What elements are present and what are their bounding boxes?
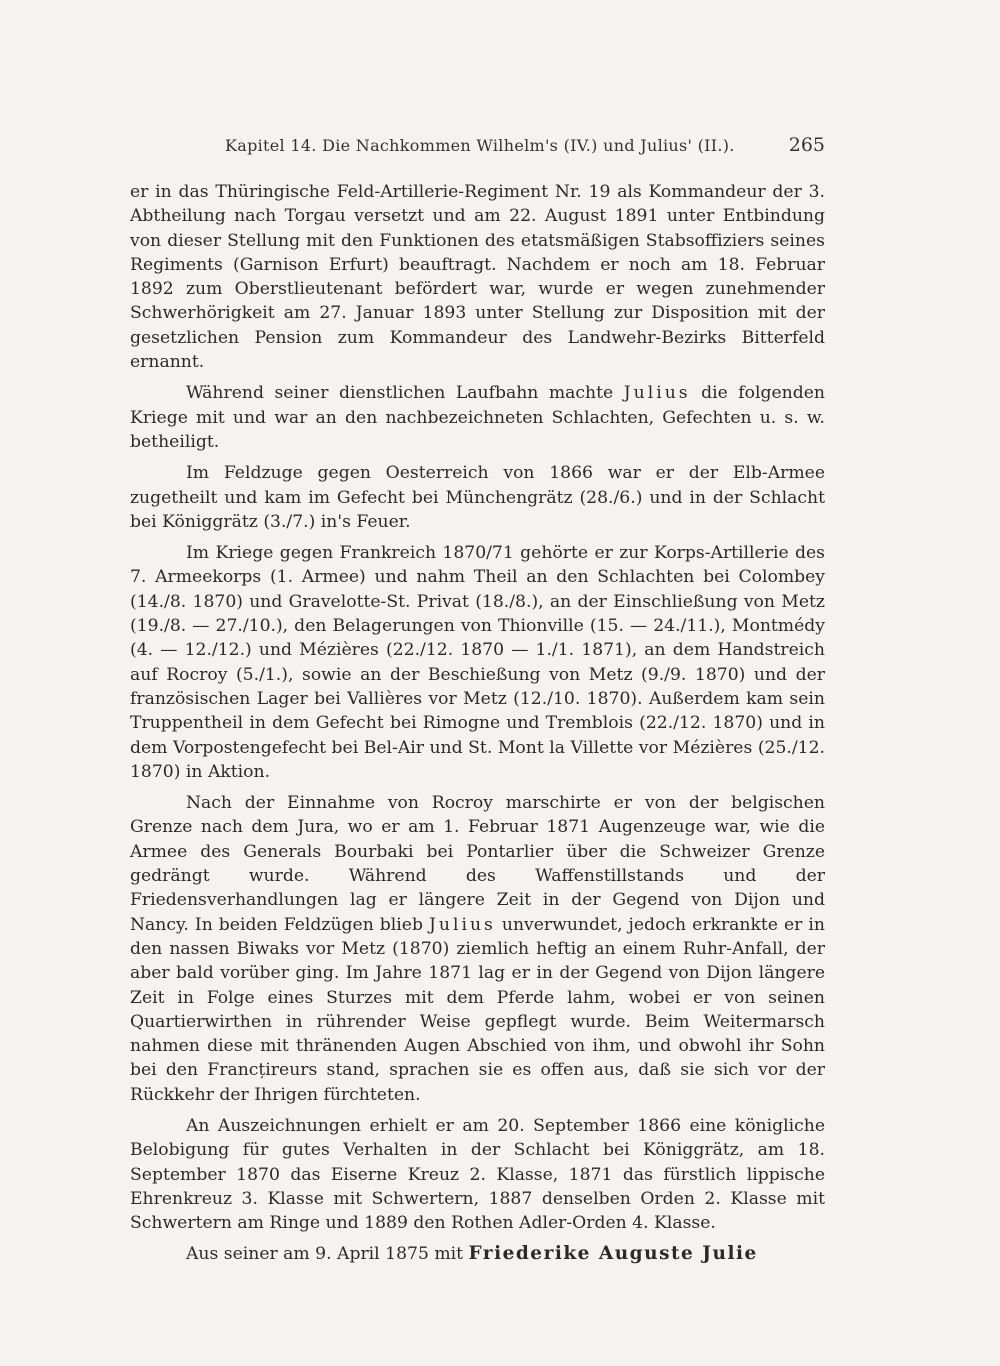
paragraph-6: An Auszeichnungen erhielt er am 20. September 1866 eine königliche Belobigung für gutes Verhalten in der Schlacht bei Königgrätz, am 18. September 1870 das Eiserne Kreuz 2. Klasse, 1871 das fürstlich lippische Ehrenkreuz 3. Klasse mit Schwertern, 1887 denselben Orden 2. Klasse mit Schwertern am Ringe und 1889 den Rothen Adler-Orden 4. Klasse.	[130, 1115, 825, 1234]
paragraph-5-text-b: unverwundet, jedoch erkrankte er in den nassen Biwaks vor Metz (1870) ziemlich heftig an einem Ruhr-Anfall, der aber bald vorüber ging. Im Jahre 1871 lag er in der Gegend von Dijon längere Zeit in Folge eines Sturzes mit dem Pferde lahm, wobei er von seinen Quartierwirthen in rührender Weise gepflegt wurde. Beim Weitermarsch nahmen diese mit thränenden Augen Abschied von ihm, und obwohl ihr Sohn bei den Francțireurs stand, sprachen sie es offen aus, daß sie sich vor der Rückkehr der Ihrigen fürchteten.	[130, 914, 825, 1105]
paragraph-5-text-a: Nach der Einnahme von Rocroy marschirte er von der belgischen Grenze nach dem Jura, wo er am 1. Februar 1871 Augenzeuge war, wie die Armee des Generals Bourbaki bei Pontarlier über die Schweizer Grenze gedrängt wurde. Während des Waffenstillstands und der Friedensverhandlungen lag er längere Zeit in der Gegend von Dijon und Nancy. In beiden Feldzügen blieb	[130, 793, 825, 935]
page-header	[130, 136, 825, 166]
paragraph-2	[130, 381, 825, 454]
paragraph-2-text-a: Während seiner dienstlichen Laufbahn machte	[186, 383, 624, 404]
person-name-julius: Julius	[623, 383, 691, 404]
paragraph-7	[130, 1242, 825, 1266]
body-text	[130, 180, 825, 1274]
running-head: Kapitel 14. Die Nachkommen Wilhelm's (IV.) und Julius' (II.).	[225, 136, 735, 155]
paragraph-4: Im Kriege gegen Frankreich 1870/71 gehörte er zur Korps-Artillerie des 7. Armeekorps (1. Armee) und nahm Theil an den Schlachten bei Colombey (14./8. 1870) und Gravelotte-St. Privat (18./8.), an der Einschließung von Metz (19./8. — 27./10.), den Belagerungen von Thionville (15. — 24./11.), Montmédy (4. — 12./12.) und Mézières (22./12. 1870 — 1./1. 1871), an dem Handstreich auf Rocroy (5./1.), sowie an der Beschießung von Metz (9./9. 1870) und der französischen Lager bei Vallières vor Metz (12./10. 1870). Außerdem kam sein Truppentheil in dem Gefecht bei Rimogne und Tremblois (22./12. 1870) und in dem Vorpostengefecht bei Bel-Air und St. Mont la Villette vor Mézières (25./12. 1870) in Aktion.	[130, 543, 825, 782]
page-number: 265	[788, 134, 825, 156]
person-name-friederike: Friederike Auguste Julie	[468, 1243, 758, 1265]
paragraph-7-text-a: Aus seiner am 9. April 1875 mit	[186, 1244, 469, 1265]
paragraph-2-text-b: die folgenden Kriege mit und war an den nachbezeichneten Schlachten, Gefechten u. s. w. betheiligt.	[130, 383, 825, 452]
paragraph-1: er in das Thüringische Feld-Artillerie-Regiment Nr. 19 als Kommandeur der 3. Abtheilung nach Torgau versetzt und am 22. August 1891 unter Entbindung von dieser Stellung mit den Funktionen des etatsmäßigen Stabsoffiziers seines Regiments (Garnison Erfurt) beauftragt. Nachdem er noch am 18. Februar 1892 zum Oberstlieutenant befördert war, wurde er wegen zunehmender Schwerhörigkeit am 27. Januar 1893 unter Stellung zur Disposition mit der gesetzlichen Pension zum Kommandeur des Landwehr-Bezirks Bitterfeld ernannt.	[130, 182, 825, 373]
paragraph-3: Im Feldzuge gegen Oesterreich von 1866 war er der Elb-Armee zugetheilt und kam im Gefecht bei Münchengrätz (28./6.) und in der Schlacht bei Königgrätz (3./7.) in's Feuer.	[130, 463, 825, 532]
person-name-julius-2: Julius	[429, 914, 496, 935]
paragraph-5	[130, 791, 825, 1107]
